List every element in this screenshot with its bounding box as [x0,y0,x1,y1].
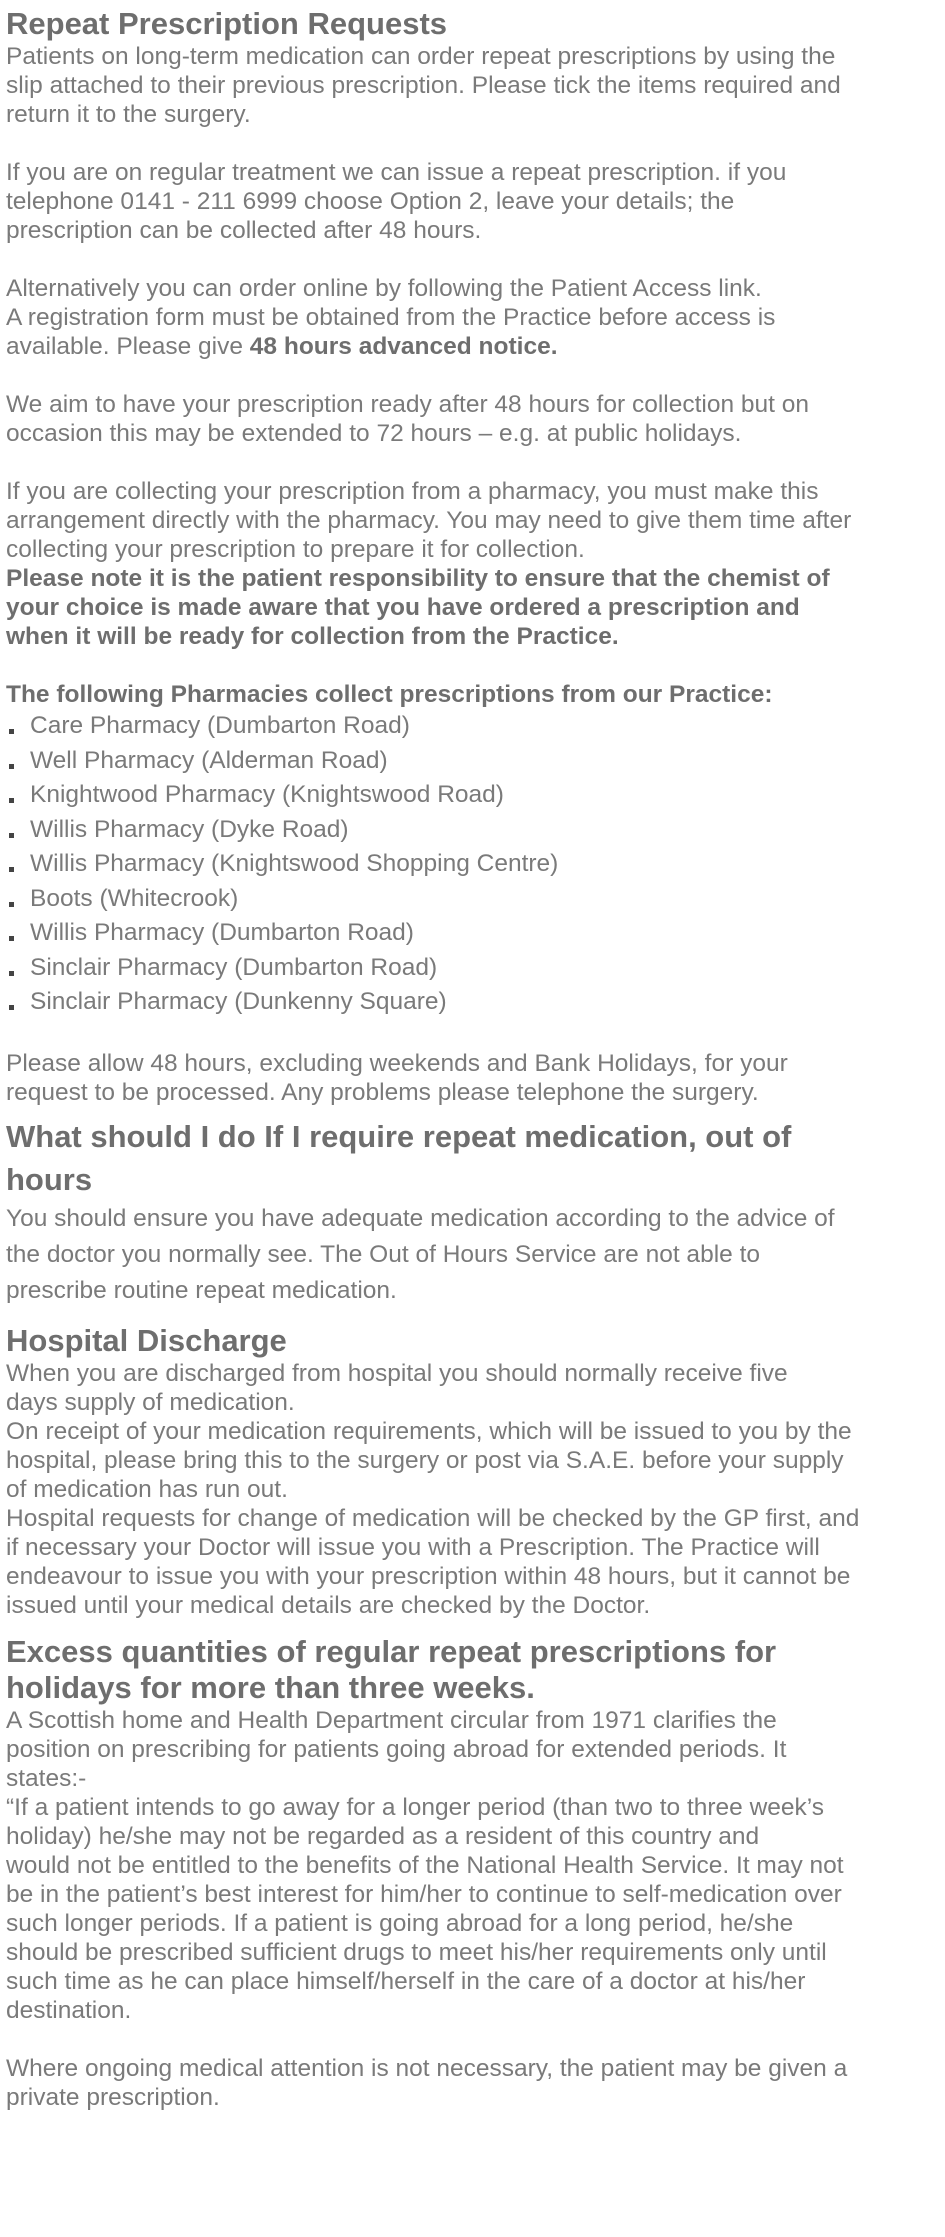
hospital-discharge-section [6,1323,939,1620]
spacer [6,448,939,477]
advance-notice-text: 48 hours advanced notice. [249,333,558,360]
repeat-prescription-section [6,0,939,1107]
hospital-line: days supply of medication. [6,1388,295,1416]
responsibility-note-line: Please note it is the patient responsibility to ensure that the chemist of [6,565,830,592]
spacer [6,651,939,680]
phone-line: telephone 0141 - 211 6999 choose Option 2, leave your details; the [6,188,735,215]
out-of-hours-text [6,1201,939,1309]
excess-line: destination. [6,1996,132,2024]
pharmacy-list-item: Knightwood Pharmacy (Knightswood Road) [6,778,939,813]
aim-line: We aim to have your prescription ready after 48 hours for collection but on [6,391,810,418]
excess-line: such longer periods. If a patient is going abroad for a long period, he/she [6,1909,794,1937]
excess-line: states:- [6,1764,87,1792]
spacer [6,129,939,158]
responsibility-note-line: your choice is made aware that you have ordered a prescription and [6,594,800,621]
pharmacy-list-item: Willis Pharmacy (Knightswood Shopping Centre) [6,847,939,882]
pharmacy-list-item: Sinclair Pharmacy (Dumbarton Road) [6,951,939,986]
intro-line: slip attached to their previous prescription. Please tick the items required and [6,72,841,99]
pharmacy-list-item: Boots (Whitecrook) [6,882,939,917]
hospital-line: hospital, please bring this to the surgery or post via S.A.E. before your supply [6,1446,844,1474]
private-prescription-line: private prescription. [6,2083,220,2111]
private-prescription-line: Where ongoing medical attention is not necessary, the patient may be given a [6,2054,848,2082]
online-line: A registration form must be obtained from the Practice before access is [6,304,776,331]
spacer [6,361,939,390]
excess-quantities-title [6,1634,939,1706]
pharmacy-list-item: Sinclair Pharmacy (Dunkenny Square) [6,985,939,1020]
pharmacy-list-item: Willis Pharmacy (Dyke Road) [6,813,939,848]
hospital-line: issued until your medical details are checked by the Doctor. [6,1591,651,1619]
hospital-discharge-title: Hospital Discharge [6,1322,287,1358]
out-of-hours-title-line: What should I do If I require repeat medication, out of [6,1118,792,1154]
online-line-text: available. Please give [6,333,250,360]
phone-line: If you are on regular treatment we can issue a repeat prescription. if you [6,159,787,186]
hospital-line: endeavour to issue you with your prescription within 48 hours, but it cannot be [6,1562,851,1590]
responsibility-note-line: when it will be ready for collection from the Practice. [6,623,619,650]
online-line: Alternatively you can order online by following the Patient Access link. [6,275,762,302]
hospital-line: of medication has run out. [6,1475,288,1503]
out-of-hours-line: the doctor you normally see. The Out of Hours Service are not able to [6,1240,760,1268]
intro-line: Patients on long-term medication can order repeat prescriptions by using the [6,43,836,70]
pharmacy-line: collecting your prescription to prepare it for collection. [6,536,585,563]
excess-line: such time as he can place himself/herself in the care of a doctor at his/her [6,1967,806,1995]
hospital-line: Hospital requests for change of medication will be checked by the GP first, and [6,1504,860,1532]
pharmacy-line: If you are collecting your prescription from a pharmacy, you must make this [6,478,819,505]
allow-line: Please allow 48 hours, excluding weekends and Bank Holidays, for your [6,1049,788,1077]
out-of-hours-title [6,1115,939,1201]
pharmacy-list [6,709,939,1020]
hospital-line: On receipt of your medication requirements, which will be issued to you by the [6,1417,852,1445]
excess-line: position on prescribing for patients going abroad for extended periods. It [6,1735,787,1763]
hospital-line: if necessary your Doctor will issue you with a Prescription. The Practice will [6,1533,820,1561]
pharmacy-line: arrangement directly with the pharmacy. You may need to give them time after [6,507,852,534]
excess-line: should be prescribed sufficient drugs to meet his/her requirements only until [6,1938,827,1966]
excess-line: be in the patient’s best interest for him/her to continue to self-medication over [6,1880,842,1908]
repeat-prescription-title: Repeat Prescription Requests [6,6,448,41]
online-line [6,332,939,361]
out-of-hours-title-line: hours [6,1161,93,1197]
spacer [6,245,939,274]
out-of-hours-section [6,1115,939,1309]
excess-line: A Scottish home and Health Department circular from 1971 clarifies the [6,1706,777,1734]
aim-line: occasion this may be extended to 72 hours – e.g. at public holidays. [6,420,742,447]
pharmacy-list-heading: The following Pharmacies collect prescriptions from our Practice: [6,681,773,708]
spacer [6,1020,939,1049]
excess-line: holiday) he/she may not be regarded as a resident of this country and [6,1822,760,1850]
excess-line: would not be entitled to the benefits of the National Health Service. It may not [6,1851,844,1879]
excess-quantities-section [6,1634,939,2112]
intro-line: return it to the surgery. [6,101,251,128]
hospital-line: When you are discharged from hospital you should normally receive five [6,1359,788,1387]
phone-line: prescription can be collected after 48 hours. [6,217,482,244]
excess-line: “If a patient intends to go away for a longer period (than two to three week’s [6,1793,825,1821]
pharmacy-list-item: Care Pharmacy (Dumbarton Road) [6,709,939,744]
out-of-hours-line: prescribe routine repeat medication. [6,1276,397,1304]
pharmacy-list-item: Willis Pharmacy (Dumbarton Road) [6,916,939,951]
excess-title-line: Excess quantities of regular repeat prescriptions for [6,1633,777,1669]
pharmacy-list-item: Well Pharmacy (Alderman Road) [6,744,939,779]
allow-line: request to be processed. Any problems please telephone the surgery. [6,1078,759,1106]
out-of-hours-line: You should ensure you have adequate medication according to the advice of [6,1204,835,1232]
excess-title-line: holidays for more than three weeks. [6,1669,535,1705]
spacer [6,2025,939,2054]
